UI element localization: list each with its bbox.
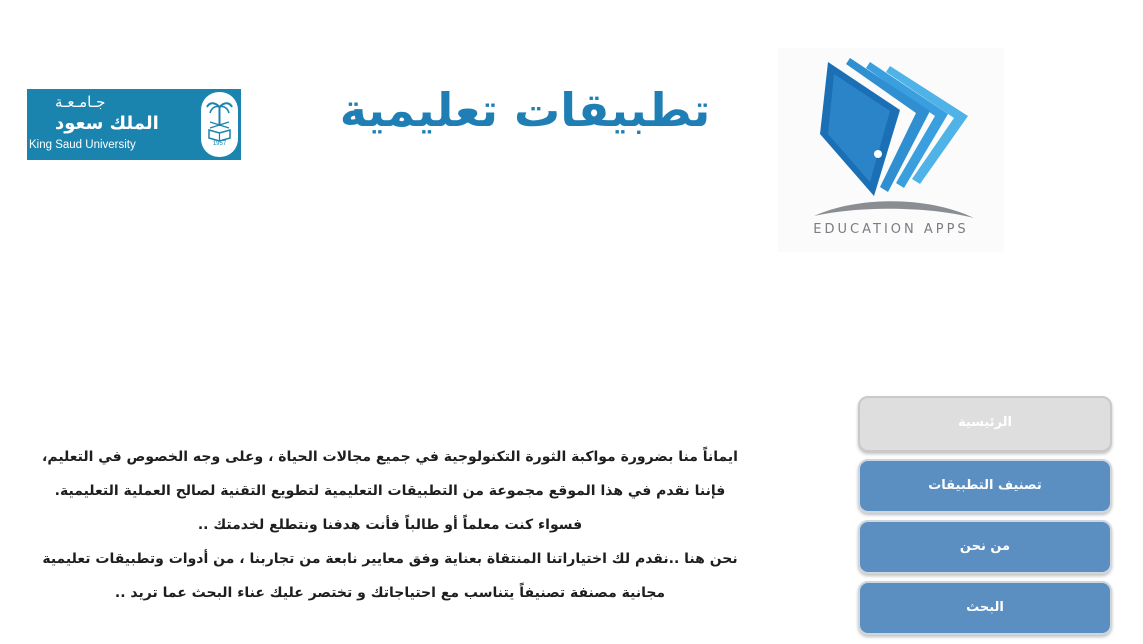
site-title: تطبيقات تعليمية [339,83,711,137]
nav-home-button[interactable]: الرئيسية [858,396,1112,452]
intro-line: مجانية مصنفة تصنيفاً يتناسب مع احتياجاتك و تختصر عليك عناء البحث عما تريد .. [114,585,666,601]
education-apps-logo[interactable] [778,48,1004,252]
ksu-logo-english-name: King Saud University [29,139,136,151]
intro-line: فسواء كنت معلماً أو طالباً فأنت هدفنا ونتطلع لخدمتك .. [197,517,583,533]
intro-paragraph [40,440,740,610]
ksu-logo[interactable] [27,89,241,160]
intro-line: ايماناً منا بضرورة مواكبة الثورة التكنولوجية في جميع مجالات الحياة ، وعلى وجه الخصوص في التعليم، [42,449,738,465]
ksu-logo-arabic-line2: الملك سعود [55,113,159,134]
nav-about-us-button[interactable]: من نحن [858,520,1112,574]
intro-line: نحن هنا ..نقدم لك اختياراتنا المنتقاة بعناية وفق معايير نابعة من تجاربنا ، من أدوات وتطبيقات تعليمية [42,551,738,567]
ksu-logo-year: 1957 [212,141,227,147]
nav-search-button[interactable]: البحث [858,581,1112,635]
nav-app-categories-button[interactable]: تصنيف التطبيقات [858,459,1112,513]
side-navigation [858,396,1112,642]
intro-line: فإننا نقدم في هذا الموقع مجموعة من التطبيقات التعليمية لتطويع التقنية لصالح العملية التعليمية. [54,483,726,499]
ksu-logo-arabic-line1: جـامـعـة [55,93,106,111]
education-apps-caption: EDUCATION APPS [813,222,969,237]
palm-emblem-icon [201,92,238,157]
